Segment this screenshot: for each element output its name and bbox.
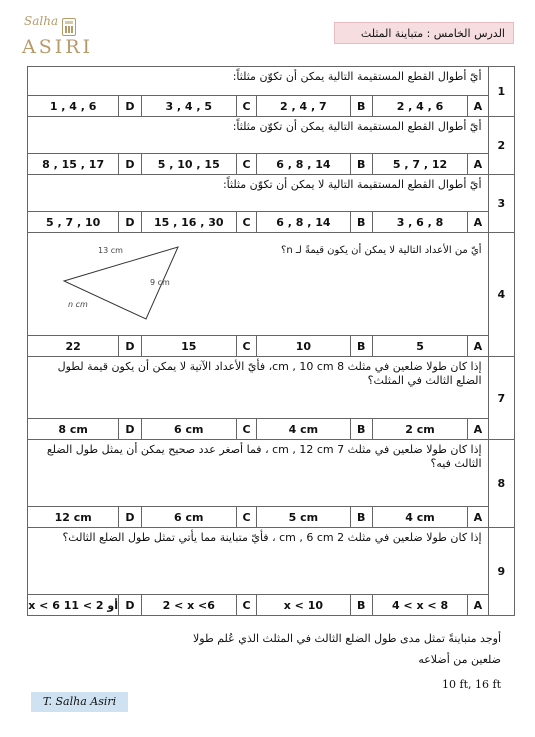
question-text: أيّ من الأعداد التالية لا يمكن أن يكون قيمةً لـ n؟	[281, 245, 482, 256]
question-row	[28, 175, 515, 212]
question-number: 2	[488, 117, 514, 175]
option-d[interactable]: 8 , 15 , 17	[28, 154, 119, 175]
question-number: 9	[488, 528, 514, 616]
options-row	[28, 336, 515, 357]
option-letter-d: D	[119, 212, 141, 233]
side-label-top: 13 cm	[98, 246, 123, 255]
question-row	[28, 357, 515, 419]
bonus-question-values: 10 ft, 16 ft	[442, 678, 501, 691]
lesson-title: الدرس الخامس : متباينة المثلث	[334, 22, 514, 44]
question-number: 8	[488, 440, 514, 528]
option-a[interactable]: 2 cm	[372, 419, 467, 440]
option-d[interactable]: 8 cm	[28, 419, 119, 440]
question-text: أيّ أطوال القطع المستقيمة التالية لا يمكن أن تكوّن مثلثاً:	[28, 175, 489, 212]
option-d[interactable]: 12 cm	[28, 507, 119, 528]
option-letter-b: B	[350, 595, 372, 616]
option-c[interactable]: 15 , 16 , 30	[141, 212, 236, 233]
question-text: أيّ أطوال القطع المستقيمة التالية يمكن أن تكوّن مثلثاً:	[28, 117, 489, 154]
option-c[interactable]: 2 < x <6	[141, 595, 236, 616]
option-letter-d: D	[119, 595, 141, 616]
question-number: 3	[488, 175, 514, 233]
bonus-question-line-1: أوجد متباينةً تمثل مدى طول الضلع الثالث في المثلث الذي عُلم طولا	[193, 632, 501, 645]
question-number: 1	[488, 67, 514, 117]
options-row	[28, 154, 515, 175]
option-a[interactable]: 4 < x < 8	[372, 595, 467, 616]
option-letter-d: D	[119, 507, 141, 528]
options-row	[28, 507, 515, 528]
option-letter-c: C	[236, 154, 256, 175]
option-b[interactable]: 6 , 8 , 14	[257, 212, 350, 233]
option-letter-a: A	[468, 154, 488, 175]
side-label-left: n cm	[68, 300, 88, 309]
option-letter-a: A	[468, 212, 488, 233]
question-number: 4	[488, 233, 514, 357]
logo	[14, 14, 104, 64]
question-text: إذا كان طولا ضلعين في مثلث 7 cm , 12 cm ، فما أصغر عدد صحيح يمكن أن يمثل طول الضلع الثالث فيه؟	[28, 440, 489, 507]
option-letter-c: C	[236, 96, 256, 117]
option-letter-c: C	[236, 419, 256, 440]
option-letter-c: C	[236, 212, 256, 233]
question-row	[28, 117, 515, 154]
option-letter-b: B	[350, 154, 372, 175]
option-letter-b: B	[350, 336, 372, 357]
option-b[interactable]: 6 , 8 , 14	[257, 154, 350, 175]
side-label-right: 9 cm	[150, 278, 170, 287]
calculator-icon	[62, 18, 76, 36]
option-letter-b: B	[350, 212, 372, 233]
question-text: إذا كان طولا ضلعين في مثلث 2 cm , 6 cm ، فأيّ متباينة مما يأتي تمثل طول الضلع الثالث؟	[28, 528, 489, 595]
option-letter-c: C	[236, 595, 256, 616]
option-c[interactable]: 6 cm	[141, 419, 236, 440]
options-row	[28, 595, 515, 616]
option-c[interactable]: 6 cm	[141, 507, 236, 528]
option-d[interactable]: x < 6 أو 2 > 11	[28, 595, 119, 616]
option-letter-d: D	[119, 96, 141, 117]
option-b[interactable]: 5 cm	[257, 507, 350, 528]
option-c[interactable]: 15	[141, 336, 236, 357]
option-letter-c: C	[236, 336, 256, 357]
logo-script-text: Salha	[24, 14, 59, 28]
option-d[interactable]: 1 , 4 , 6	[28, 96, 119, 117]
bonus-question-line-2: ضلعين من أضلاعه	[418, 653, 501, 666]
option-b[interactable]: 2 , 4 , 7	[257, 96, 350, 117]
questions-table	[27, 66, 515, 616]
option-letter-a: A	[468, 595, 488, 616]
teacher-name-badge: T. Salha Asiri	[31, 692, 128, 712]
question-row	[28, 528, 515, 595]
question-row	[28, 67, 515, 96]
option-letter-c: C	[236, 507, 256, 528]
option-letter-b: B	[350, 419, 372, 440]
option-b[interactable]: x < 10	[257, 595, 350, 616]
option-letter-b: B	[350, 507, 372, 528]
option-letter-a: A	[468, 419, 488, 440]
bonus-question	[141, 628, 501, 670]
option-letter-a: A	[468, 507, 488, 528]
option-c[interactable]: 5 , 10 , 15	[141, 154, 236, 175]
options-row	[28, 96, 515, 117]
option-letter-d: D	[119, 154, 141, 175]
option-a[interactable]: 4 cm	[372, 507, 467, 528]
option-d[interactable]: 5 , 7 , 10	[28, 212, 119, 233]
option-letter-a: A	[468, 96, 488, 117]
option-a[interactable]: 2 , 4 , 6	[372, 96, 467, 117]
options-row	[28, 212, 515, 233]
option-c[interactable]: 3 , 4 , 5	[141, 96, 236, 117]
option-a[interactable]: 5 , 7 , 12	[372, 154, 467, 175]
option-b[interactable]: 4 cm	[257, 419, 350, 440]
option-b[interactable]: 10	[257, 336, 350, 357]
option-d[interactable]: 22	[28, 336, 119, 357]
logo-brand-text: ASIRI	[22, 36, 94, 58]
triangle-figure	[58, 239, 228, 329]
question-row	[28, 233, 515, 336]
question-text: أيّ أطوال القطع المستقيمة التالية يمكن أن تكوّن مثلثاً:	[28, 67, 489, 96]
option-a[interactable]: 3 , 6 , 8	[372, 212, 467, 233]
option-a[interactable]: 5	[372, 336, 467, 357]
option-letter-a: A	[468, 336, 488, 357]
options-row	[28, 419, 515, 440]
question-row	[28, 440, 515, 507]
option-letter-b: B	[350, 96, 372, 117]
question-figure-area	[28, 233, 488, 335]
question-text: إذا كان طولا ضلعين في مثلث 8 cm , 10 cm، فأيّ الأعداد الآتية لا يمكن أن يكون قيمة لطول الضلع الثالث في المثلث؟	[28, 357, 489, 419]
question-number: 7	[488, 357, 514, 440]
option-letter-d: D	[119, 419, 141, 440]
option-letter-d: D	[119, 336, 141, 357]
